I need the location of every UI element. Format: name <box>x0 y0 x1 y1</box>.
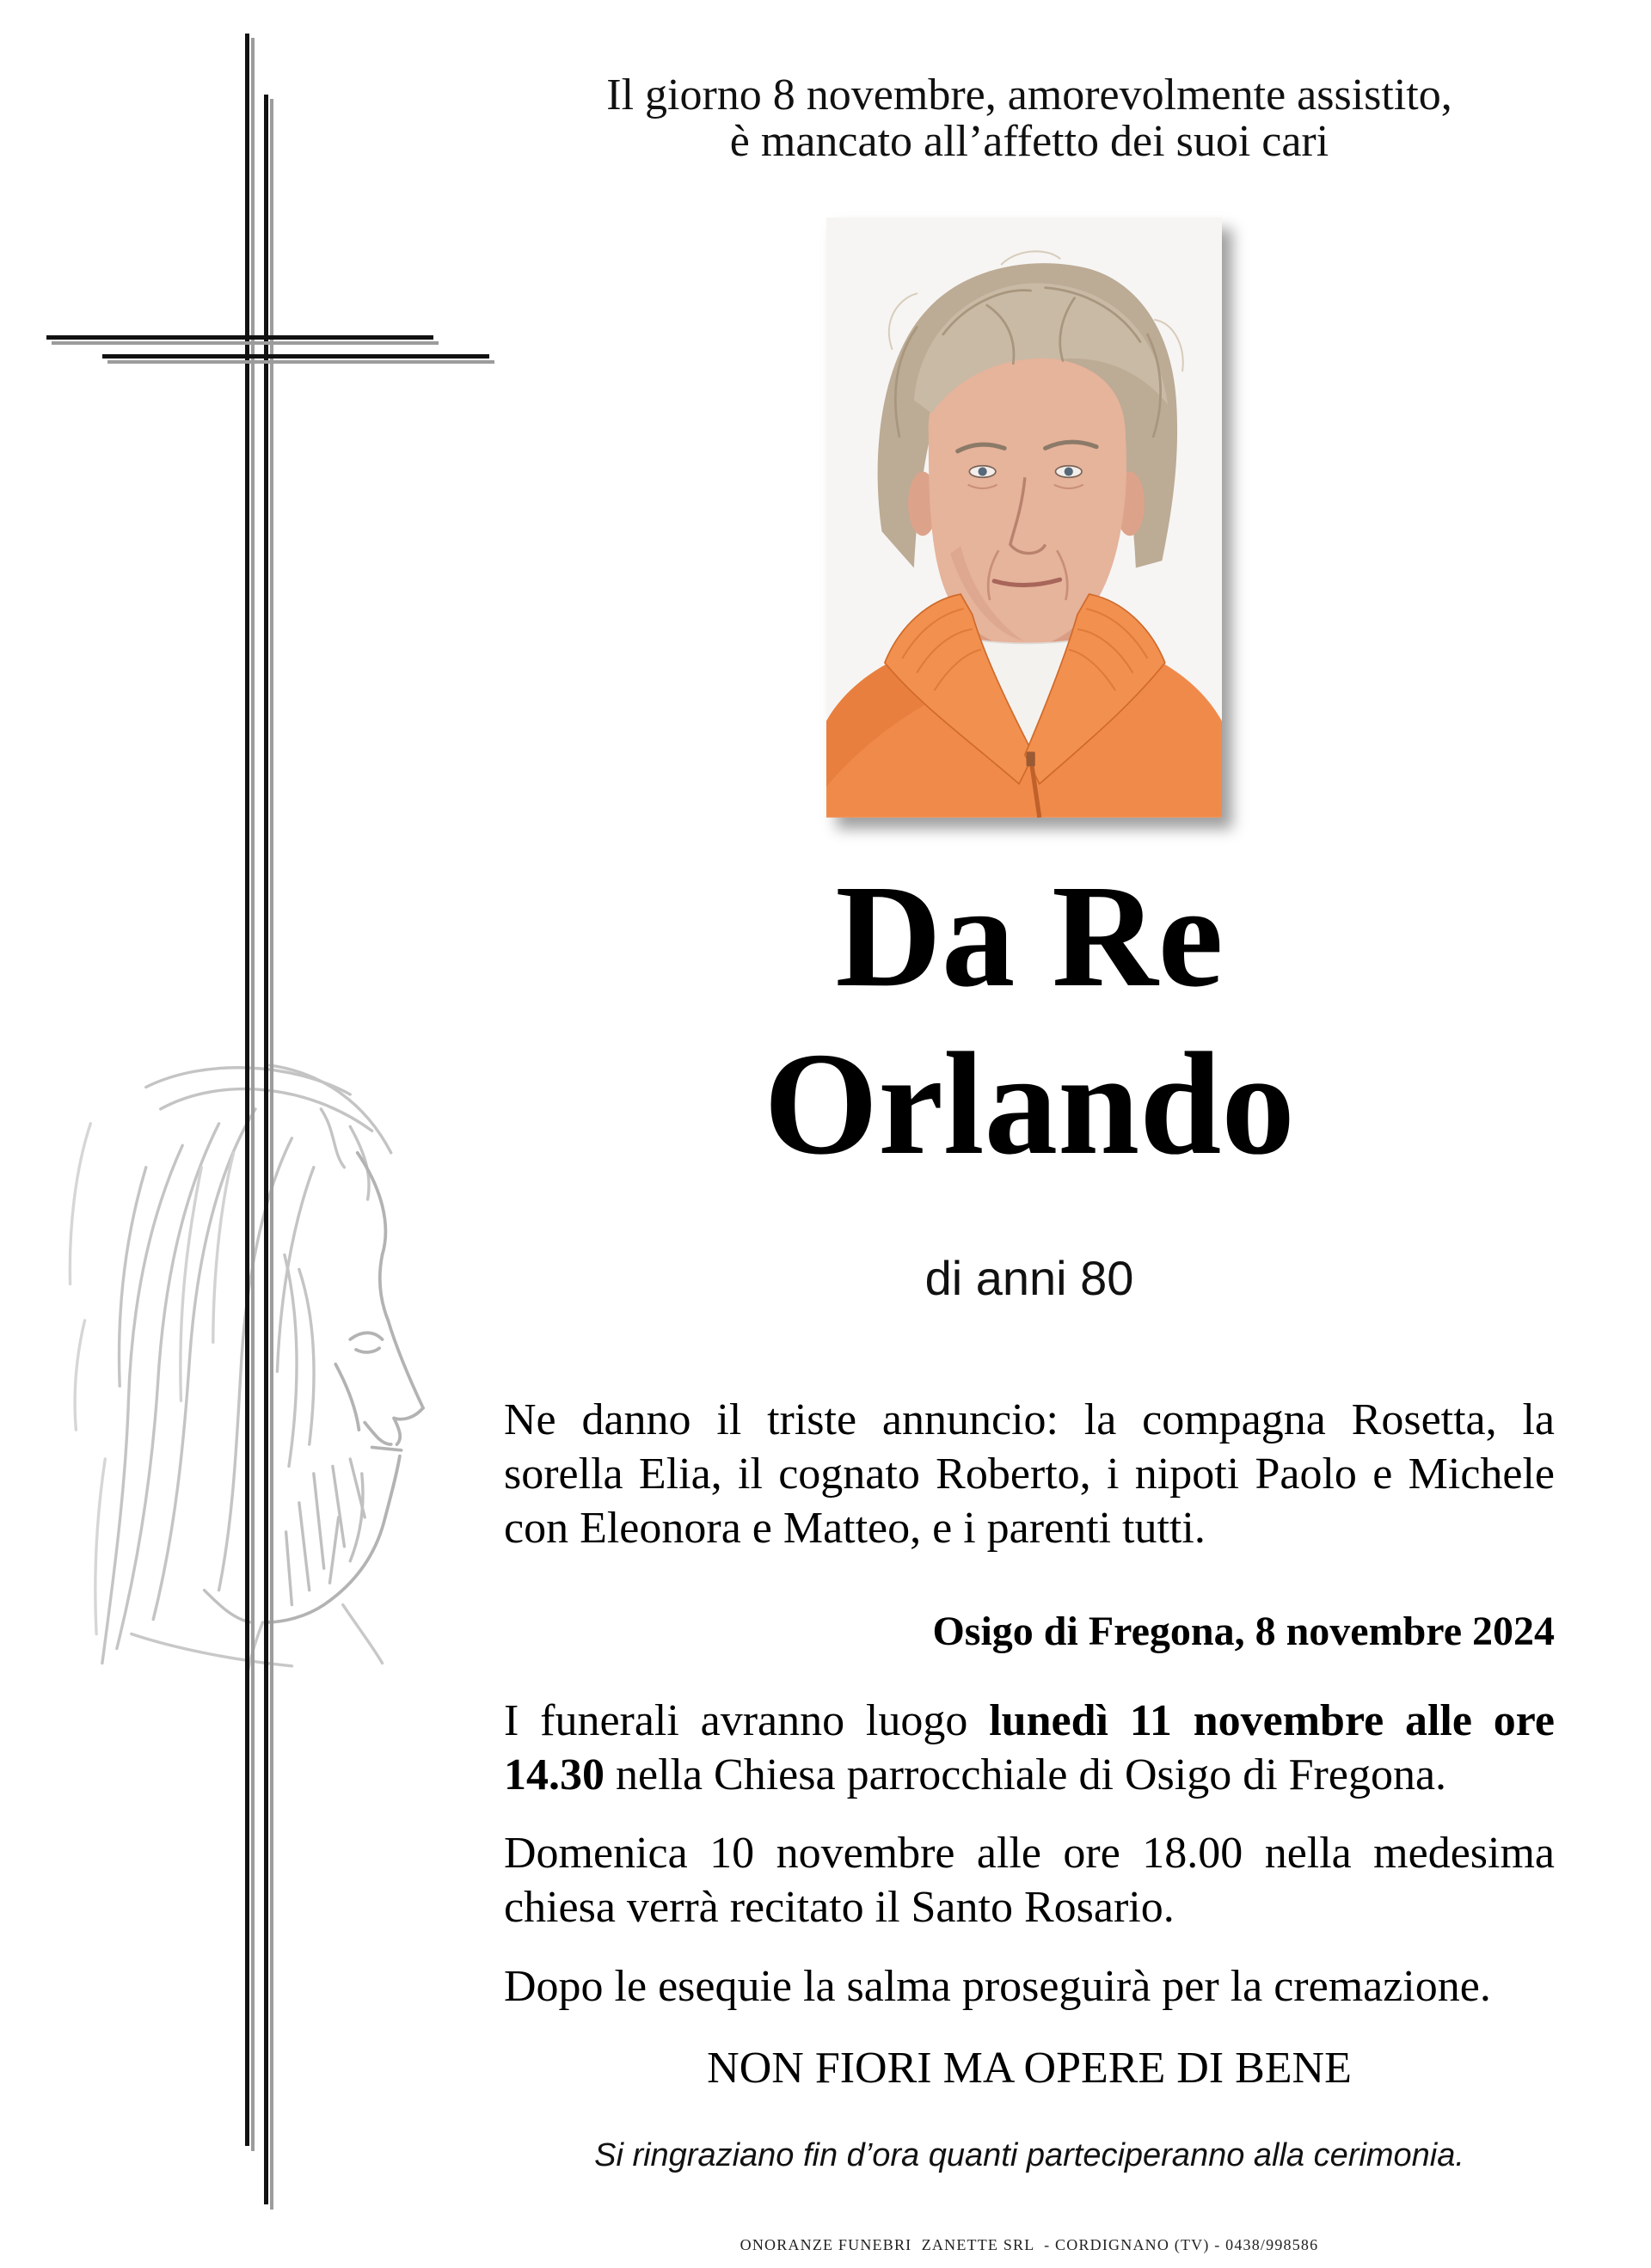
intro-text <box>504 72 1555 165</box>
intro-line-1: Il giorno 8 novembre, amorevolmente assistito, <box>606 70 1452 120</box>
funeral-paragraph <box>504 1694 1555 1802</box>
deceased-age: di anni 80 <box>924 1251 1134 1305</box>
cross-horizontal-beam-shadow <box>52 341 439 345</box>
cross-horizontal-beam-shadow <box>107 360 494 364</box>
deceased-surname: Da Re <box>835 855 1224 1017</box>
cross-horizontal-beam <box>46 335 433 340</box>
announcement-paragraph: Ne danno il triste annuncio: la compagna Rosetta, la sorella Elia, il cognato Roberto, i nipoti Paolo e Michele con Eleonora e Matteo, e i parenti tutti. <box>504 1395 1555 1553</box>
deceased-photo <box>826 218 1222 818</box>
cross-icon <box>0 0 516 2235</box>
funeral-text-before: I funerali avranno luogo <box>504 1696 990 1745</box>
cross-vertical-beam <box>245 34 249 2146</box>
cross-horizontal-beam <box>102 354 489 359</box>
deceased-first-name: Orlando <box>764 1022 1295 1185</box>
funeral-text-after: nella Chiesa parrocchiale di Osigo di Fregona. <box>605 1750 1447 1799</box>
intro-line-2: è mancato all’affetto dei suoi cari <box>729 117 1329 166</box>
cross-vertical-beam <box>264 95 268 2204</box>
cross-vertical-beam-shadow <box>270 99 273 2210</box>
funeral-datetime: lunedì 11 novembre alle ore 14.30 <box>504 1696 1555 1799</box>
place-date: Osigo di Fregona, 8 novembre 2024 <box>932 1609 1555 1654</box>
cremation-paragraph: Dopo le esequie la salma proseguirà per la cremazione. <box>504 1962 1491 2011</box>
funeral-home-footer: ONORANZE FUNEBRI ZANETTE SRL - CORDIGNANO (TV) - 0438/998586 <box>740 2236 1319 2253</box>
thanks-note: Si ringraziano fin d’ora quanti parteciperanno alla cerimonia. <box>594 2137 1464 2173</box>
rosary-paragraph: Domenica 10 novembre alle ore 18.00 nella medesima chiesa verrà recitato il Santo Rosario. <box>504 1829 1555 1932</box>
flowers-note: NON FIORI MA OPERE DI BENE <box>707 2044 1352 2093</box>
